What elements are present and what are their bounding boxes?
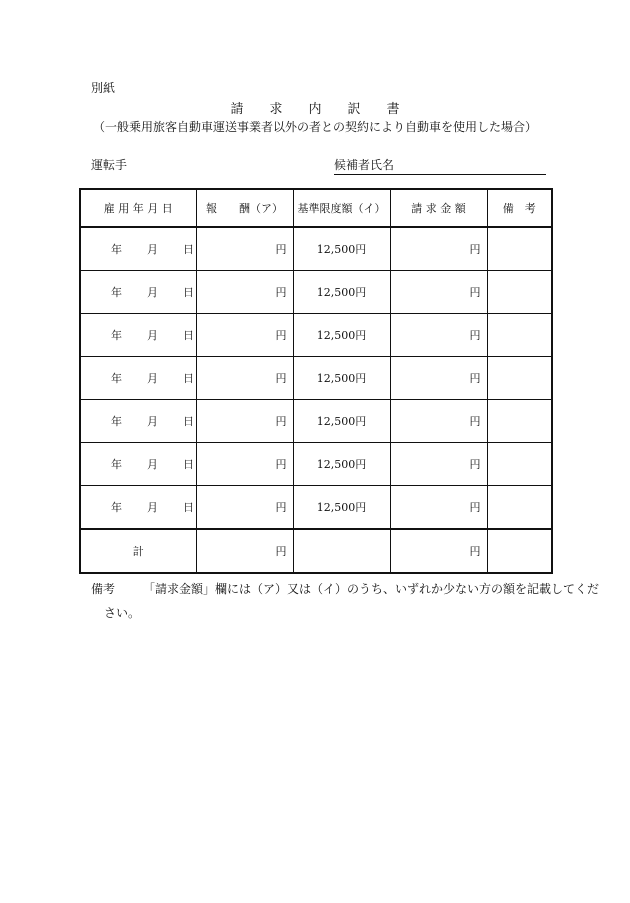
month-unit: 月 xyxy=(147,415,158,428)
title-char: 訳 xyxy=(347,102,361,117)
note-line-1 xyxy=(91,580,599,597)
claim-cell[interactable]: 円 xyxy=(390,357,487,400)
month-unit: 月 xyxy=(147,372,158,385)
year-unit: 年 xyxy=(111,501,122,514)
title-char: 内 xyxy=(308,102,322,117)
title-char: 書 xyxy=(386,102,400,117)
limit-cell: 12,500円 xyxy=(293,443,390,486)
claim-cell[interactable]: 円 xyxy=(390,314,487,357)
total-remarks-cell[interactable] xyxy=(487,529,552,573)
title-char: 請 xyxy=(230,102,244,117)
year-unit: 年 xyxy=(111,458,122,471)
day-unit: 日 xyxy=(183,501,194,514)
month-unit: 月 xyxy=(147,458,158,471)
day-unit: 日 xyxy=(183,329,194,342)
year-unit: 年 xyxy=(111,415,122,428)
remarks-cell[interactable] xyxy=(487,271,552,314)
table-row xyxy=(80,357,552,400)
candidate-name-field: 候補者氏名 xyxy=(334,156,546,175)
claim-cell[interactable]: 円 xyxy=(390,271,487,314)
day-unit: 日 xyxy=(183,458,194,471)
date-cell[interactable] xyxy=(80,357,196,400)
remarks-cell[interactable] xyxy=(487,227,552,271)
total-reward-cell[interactable]: 円 xyxy=(196,529,293,573)
year-unit: 年 xyxy=(111,286,122,299)
header-row xyxy=(80,189,552,227)
header-claim: 請 求 金 額 xyxy=(390,189,487,227)
year-unit: 年 xyxy=(111,243,122,256)
limit-cell: 12,500円 xyxy=(293,314,390,357)
driver-label: 運転手 xyxy=(91,158,128,172)
document-subtitle: （一般乗用旅客自動車運送事業者以外の者との契約により自動車を使用した場合） xyxy=(92,120,537,134)
claim-cell[interactable]: 円 xyxy=(390,443,487,486)
month-unit: 月 xyxy=(147,329,158,342)
table-row xyxy=(80,314,552,357)
reward-cell[interactable]: 円 xyxy=(196,271,293,314)
total-label: 計 xyxy=(80,529,196,573)
day-unit: 日 xyxy=(183,286,194,299)
remarks-cell[interactable] xyxy=(487,314,552,357)
remarks-cell[interactable] xyxy=(487,357,552,400)
total-limit-cell xyxy=(293,529,390,573)
header-limit: 基準限度額（イ） xyxy=(293,189,390,227)
limit-cell: 12,500円 xyxy=(293,227,390,271)
table-row xyxy=(80,227,552,271)
note-text: 「請求金額」欄には（ア）又は（イ）のうち、いずれか少ない方の額を記載してくだ xyxy=(143,582,600,596)
total-row xyxy=(80,529,552,573)
date-cell[interactable] xyxy=(80,271,196,314)
day-unit: 日 xyxy=(183,372,194,385)
document-title xyxy=(0,98,630,117)
note-line-2: さい。 xyxy=(104,606,141,620)
month-unit: 月 xyxy=(147,243,158,256)
date-cell[interactable] xyxy=(80,227,196,271)
month-unit: 月 xyxy=(147,501,158,514)
claim-cell[interactable]: 円 xyxy=(390,486,487,530)
table-row xyxy=(80,443,552,486)
reward-cell[interactable]: 円 xyxy=(196,400,293,443)
limit-cell: 12,500円 xyxy=(293,271,390,314)
claim-table xyxy=(79,188,553,574)
reward-cell[interactable]: 円 xyxy=(196,486,293,530)
table-row xyxy=(80,271,552,314)
reward-cell[interactable]: 円 xyxy=(196,314,293,357)
date-cell[interactable] xyxy=(80,443,196,486)
header-reward: 報 酬（ア） xyxy=(196,189,293,227)
date-cell[interactable] xyxy=(80,400,196,443)
reward-cell[interactable]: 円 xyxy=(196,443,293,486)
table-row xyxy=(80,400,552,443)
remarks-cell[interactable] xyxy=(487,443,552,486)
day-unit: 日 xyxy=(183,243,194,256)
table-row xyxy=(80,486,552,530)
note-label: 備考 xyxy=(91,582,116,596)
month-unit: 月 xyxy=(147,286,158,299)
reward-cell[interactable]: 円 xyxy=(196,227,293,271)
day-unit: 日 xyxy=(183,415,194,428)
header-remarks: 備 考 xyxy=(487,189,552,227)
claim-cell[interactable]: 円 xyxy=(390,400,487,443)
year-unit: 年 xyxy=(111,329,122,342)
total-claim-cell[interactable]: 円 xyxy=(390,529,487,573)
date-cell[interactable] xyxy=(80,314,196,357)
limit-cell: 12,500円 xyxy=(293,486,390,530)
reward-cell[interactable]: 円 xyxy=(196,357,293,400)
attachment-label: 別紙 xyxy=(91,81,116,95)
remarks-cell[interactable] xyxy=(487,400,552,443)
remarks-cell[interactable] xyxy=(487,486,552,530)
limit-cell: 12,500円 xyxy=(293,357,390,400)
claim-cell[interactable]: 円 xyxy=(390,227,487,271)
date-cell[interactable] xyxy=(80,486,196,530)
header-employment-date: 雇 用 年 月 日 xyxy=(80,189,196,227)
limit-cell: 12,500円 xyxy=(293,400,390,443)
title-char: 求 xyxy=(269,102,283,117)
year-unit: 年 xyxy=(111,372,122,385)
